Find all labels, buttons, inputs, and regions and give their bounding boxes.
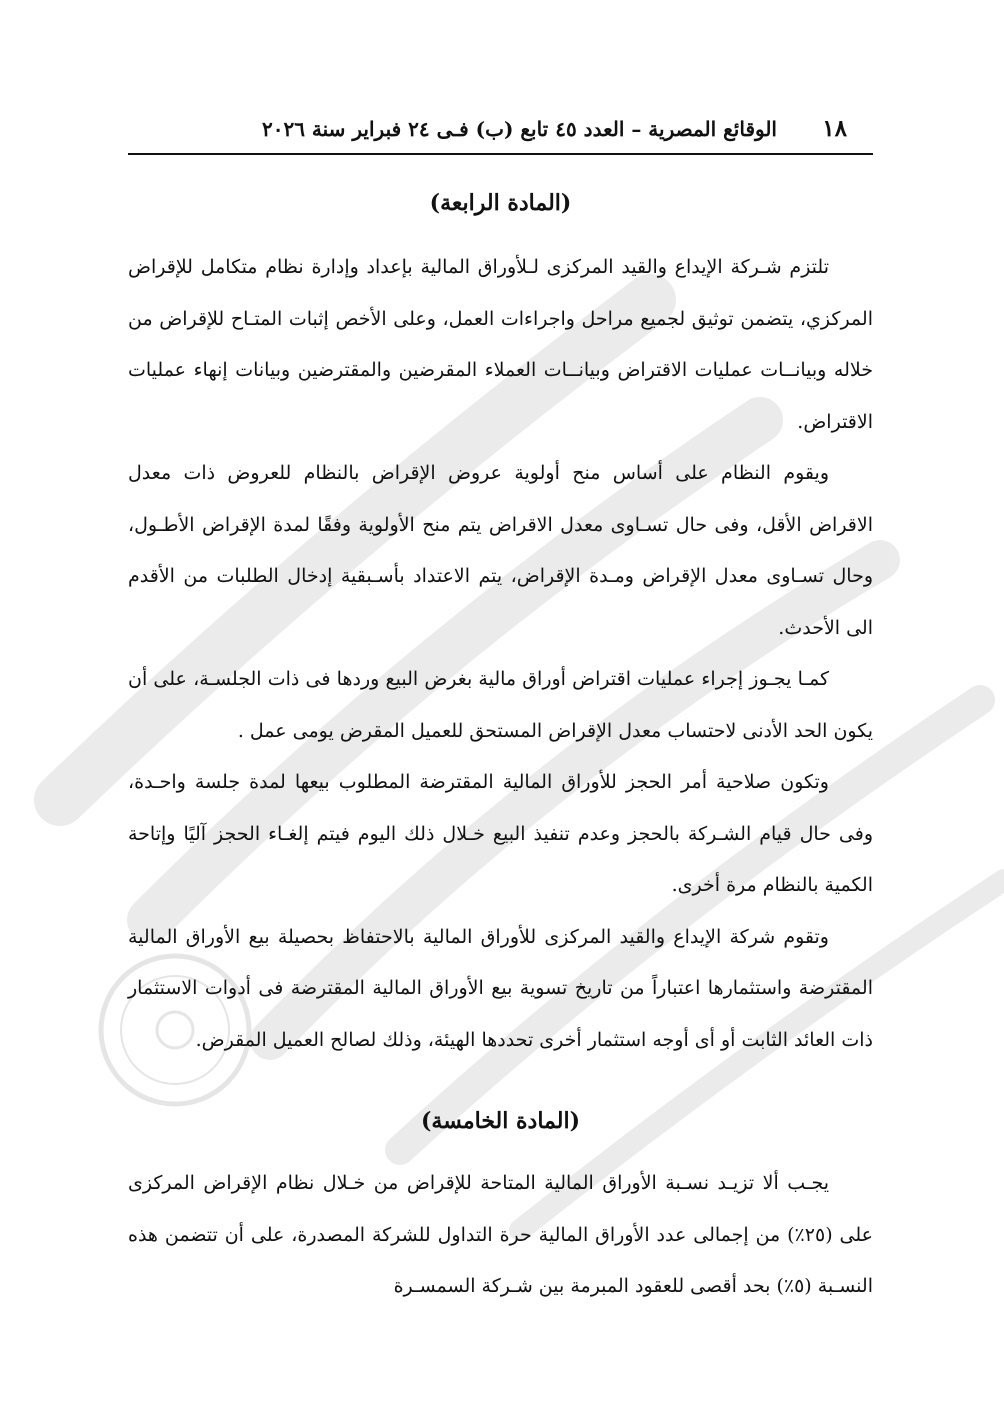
- page-header: [128, 113, 873, 155]
- page-number: ١٨: [822, 115, 847, 142]
- article-five-body: [128, 1158, 873, 1313]
- article-four-title: (المادة الرابعة): [429, 190, 572, 216]
- article-four-body: [128, 242, 873, 1066]
- article-five-title: (المادة الخامسة): [421, 1108, 580, 1134]
- article-four-paragraph: كمـا يجـوز إجراء عمليات اقتراض أوراق مالية بغرض البيع وردها فى ذات الجلسـة، على أن يكون الحد الأدنى لاحتساب معدل الإقراض المستحق للعميل المقرض يومى عمل .: [128, 668, 873, 742]
- article-four-paragraph: ويقوم النظام على أساس منح أولوية عروض الإقراض بالنظام للعروض ذات معدل الاقراض الأقل، وفى حال تسـاوى معدل الاقراض يتم منح الأولوية وفقًا لمدة الإقراض الأطـول، وحال تسـاوى معدل الإقراض ومـدة الإقراض، يتم الاعتداد بأسـبقية إدخال الطلبات من الأقدم الى الأحدث.: [128, 462, 873, 639]
- gazette-page: [128, 0, 873, 1418]
- article-four-paragraph: وتقوم شركة الإيداع والقيد المركزى للأوراق المالية بالاحتفاظ بحصيلة بيع الأوراق المالية المقترضة واستثمارها اعتباراً من تاريخ تسوية بيع الأوراق المالية المقترضة فى أدوات الاستثمار ذات العائد الثابت أو أى أوجه استثمار أخرى تحددها الهيئة، وذلك لصالح العميل المقرض.: [128, 925, 873, 1051]
- article-five-paragraph: يجـب ألا تزيـد نسـبة الأوراق المالية المتاحة للإقراض من خـلال نظام الإقراض المركزى على (٢٥٪) من إجمالى عدد الأوراق المالية حرة التداول للشركة المصدرة، على أن تتضمن هذه النسـبة (٥٪) بحد أقصى للعقود المبرمة بين شـركة السمسـرة: [128, 1172, 873, 1297]
- article-four-paragraph: تلتزم شـركة الإيداع والقيد المركزى لـلأوراق المالية بإعداد وإدارة نظام متكامل للإقراض المركزي، يتضمن توثيق لجميع مراحل واجراءات العمل، وعلى الأخص إثبات المتـاح للإقراض من خلاله وبيانــات عمليات الاقتراض وبيانــات العملاء المقرضين والمقترضين وبيانات إنهاء عمليات الاقتراض.: [128, 256, 873, 433]
- article-four-paragraph: وتكون صلاحية أمر الحجز للأوراق المالية المقترضة المطلوب بيعها لمدة جلسة واحـدة، وفى حال قيام الشـركة بالحجز وعدم تنفيذ البيع خـلال ذلك اليوم فيتم إلغـاء الحجز آليًا وإتاحة الكمية بالنظام مرة أخرى.: [128, 771, 873, 896]
- publication-header: الوقائع المصرية – العدد ٤٥ تابع (ب) فـى ٢٤ فبراير سنة ٢٠٢٦: [261, 117, 777, 141]
